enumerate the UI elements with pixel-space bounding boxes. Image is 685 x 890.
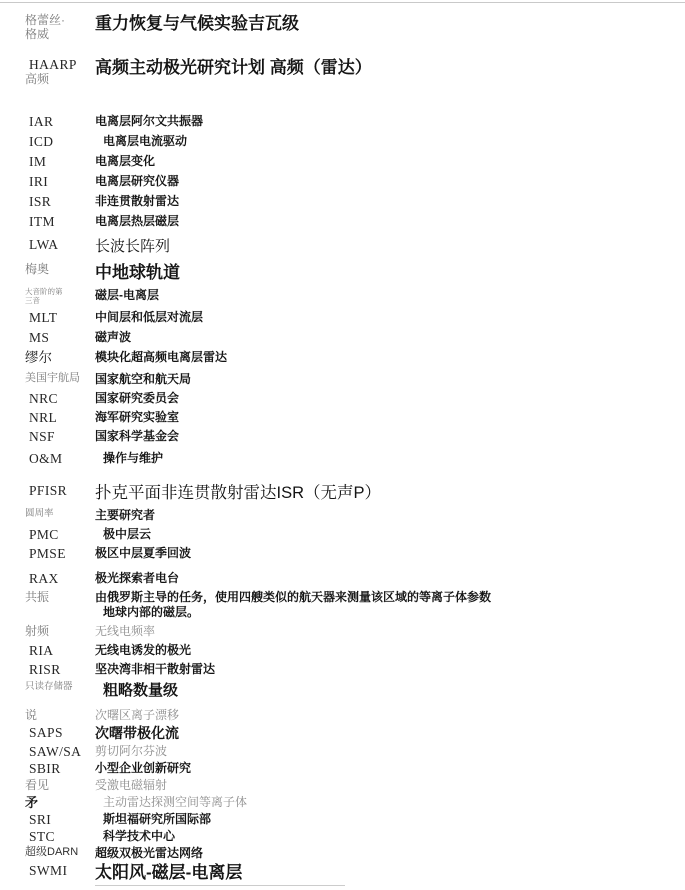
abbreviation-text: 矛 [25, 795, 39, 810]
definition [95, 778, 685, 793]
abbreviation-text: ICD [29, 134, 54, 149]
abbreviation [0, 527, 95, 542]
definition [95, 262, 685, 283]
definition-text: 长波长阵列 [95, 238, 171, 255]
abbreviation [0, 662, 95, 677]
abbreviation [0, 57, 95, 86]
definition-text: 受激电磁辐射 [95, 778, 168, 792]
glossary-row [0, 778, 685, 793]
abbreviation [0, 451, 95, 466]
abbreviation-text: ISR [29, 194, 52, 209]
definition-text: 斯坦福研究所国际部 [103, 812, 212, 826]
abbreviation-text: 高频 [25, 72, 50, 86]
abbreviation-text: STC [29, 829, 55, 844]
glossary-row [0, 829, 685, 844]
abbreviation-text: 射频 [25, 624, 50, 638]
definition-text: 国家科学基金会 [95, 429, 180, 443]
abbreviation-text: HAARP [29, 57, 77, 72]
abbreviation [0, 829, 95, 844]
abbreviation [0, 134, 95, 149]
definition-text: 由俄罗斯主导的任务，使用四艘类似的航天器来测量该区域的等离子体参数 [95, 590, 492, 604]
glossary-row [0, 643, 685, 658]
definition [95, 795, 685, 810]
definition [95, 451, 685, 466]
abbreviation-text: MLT [29, 310, 58, 325]
definition [95, 590, 685, 620]
definition [95, 624, 685, 639]
definition-text: 高频主动极光研究计划 高频（雷达） [95, 58, 372, 77]
glossary-row [0, 154, 685, 169]
definition-text: 重力恢复与气候实验吉瓦级 [95, 14, 299, 33]
abbreviation [0, 863, 95, 878]
definition-text: 无线电诱发的极光 [95, 643, 192, 657]
definition-text: 坚决湾非相干散射雷达 [95, 662, 216, 676]
glossary-row [0, 194, 685, 209]
abbreviation-text: 只读存储器 [25, 681, 73, 692]
abbreviation-text: SWMI [29, 863, 68, 878]
abbreviation [0, 288, 95, 305]
glossary-row [0, 571, 685, 586]
abbreviation-text: 三音 [25, 295, 40, 305]
abbreviation [0, 13, 95, 41]
glossary-row [0, 391, 685, 406]
definition-text: 极中层云 [103, 527, 152, 541]
definition-text: 太阳风-磁层-电离层 [95, 863, 243, 882]
definition [95, 508, 685, 523]
glossary-row [0, 708, 685, 723]
glossary-row [0, 237, 685, 256]
definition-text: 海军研究实验室 [95, 410, 180, 424]
definition [95, 134, 685, 149]
glossary-row [0, 429, 685, 444]
definition [95, 114, 685, 129]
abbreviation [0, 330, 95, 345]
abbreviation [0, 761, 95, 776]
definition [95, 372, 685, 387]
definition-text: 中间层和低层对流层 [95, 310, 204, 324]
abbreviation [0, 237, 95, 252]
abbreviation-text: NRL [29, 410, 58, 425]
glossary-row [0, 410, 685, 425]
definition-text: 电离层阿尔文共振器 [95, 114, 204, 128]
glossary-row [0, 483, 685, 504]
letter-group-p [0, 483, 685, 561]
abbreviation-text: PMSE [29, 546, 66, 561]
abbreviation [0, 350, 95, 366]
glossary-row [0, 372, 685, 387]
abbreviation [0, 391, 95, 406]
definition-text: 扑克平面非连贯散射雷达ISR（无声P） [95, 484, 382, 502]
glossary-row [0, 174, 685, 189]
letter-group-i [0, 114, 685, 229]
glossary-row [0, 795, 685, 810]
definition [95, 57, 685, 78]
abbreviation-text: 格威 [25, 27, 50, 41]
glossary-row [0, 57, 685, 86]
definition [95, 846, 685, 861]
abbreviation [0, 483, 95, 498]
abbreviation-text: 说 [25, 708, 38, 722]
abbreviation [0, 681, 95, 692]
glossary-row [0, 508, 685, 523]
glossary-row [0, 114, 685, 129]
abbreviation-text: LWA [29, 237, 59, 252]
definition-text: 电离层电流驱动 [103, 134, 188, 148]
definition-text: 地球内部的磁层。 [103, 605, 200, 619]
abbreviation [0, 410, 95, 425]
abbreviation [0, 778, 95, 792]
definition-text: 主动雷达探测空间等离子体 [103, 795, 248, 809]
glossary-row [0, 214, 685, 229]
abbreviation [0, 310, 95, 325]
abbreviation [0, 643, 95, 658]
definition [95, 410, 685, 425]
abbreviation-text: 美国宇航局 [25, 372, 80, 384]
abbreviation [0, 571, 95, 586]
definition-text: 电离层变化 [95, 154, 156, 168]
definition [95, 761, 685, 776]
abbreviation-text: MS [29, 330, 50, 345]
glossary-row [0, 330, 685, 345]
abbreviation-text: 共振 [25, 590, 50, 604]
glossary-row [0, 590, 685, 620]
glossary-row [0, 262, 685, 283]
definition [95, 546, 685, 561]
definition [95, 725, 685, 742]
glossary-row [0, 761, 685, 776]
definition [95, 214, 685, 229]
abbreviation-text: RISR [29, 662, 61, 677]
abbreviation-text: SAW/SA [29, 744, 82, 759]
definition [95, 350, 685, 365]
letter-group-m [0, 262, 685, 366]
glossary-row [0, 288, 685, 305]
letter-group-r [0, 571, 685, 700]
abbreviation-text: RAX [29, 571, 59, 586]
letter-group-g [0, 13, 685, 41]
glossary-row [0, 527, 685, 542]
definition [95, 829, 685, 844]
glossary-row [0, 13, 685, 41]
glossary-row [0, 546, 685, 561]
glossary-row [0, 812, 685, 827]
definition [95, 744, 685, 759]
abbreviation-text: 缪尔 [25, 350, 52, 365]
abbreviation-text: 大音阶的第 [25, 287, 63, 296]
definition-text: 粗略数量级 [103, 682, 179, 699]
abbreviation [0, 725, 95, 740]
definition-text: 国家研究委员会 [95, 391, 180, 405]
definition-text: 非连贯散射雷达 [95, 194, 180, 208]
abbreviation [0, 194, 95, 209]
glossary-row [0, 725, 685, 742]
definition-text: 电离层热层磁层 [95, 214, 180, 228]
definition [95, 194, 685, 209]
definition-text: 超级双极光雷达网络 [95, 846, 204, 860]
abbreviation [0, 174, 95, 189]
abbreviation [0, 154, 95, 169]
letter-group-h [0, 57, 685, 86]
definition [95, 708, 685, 723]
definition [95, 643, 685, 658]
definition [95, 681, 685, 700]
glossary-row [0, 134, 685, 149]
definition [95, 863, 345, 886]
letter-group-o [0, 451, 685, 466]
abbreviation [0, 429, 95, 444]
abbreviation [0, 508, 95, 519]
abbreviation-text: IAR [29, 114, 54, 129]
abbreviation [0, 624, 95, 638]
definition-text: 科学技术中心 [103, 829, 176, 843]
abbreviation-text: 梅奥 [25, 262, 50, 276]
definition-text: 磁层-电离层 [95, 288, 159, 302]
abbreviation-text: NRC [29, 391, 58, 406]
glossary-row [0, 681, 685, 700]
abbreviation [0, 114, 95, 129]
definition-text: 小型企业创新研究 [95, 761, 192, 775]
abbreviation-text: NSF [29, 429, 55, 444]
definition [95, 154, 685, 169]
definition-text: 剪切阿尔芬波 [95, 744, 168, 758]
definition [95, 288, 685, 303]
glossary-row [0, 350, 685, 366]
abbreviation-text: O&M [29, 451, 63, 466]
definition-text: 次曙区离子漂移 [95, 708, 180, 722]
abbreviation-text: SRI [29, 812, 52, 827]
definition-text: 模块化超高频电离层雷达 [95, 350, 228, 364]
abbreviation-text: IM [29, 154, 47, 169]
definition [95, 571, 685, 586]
letter-group-s [0, 708, 685, 886]
abbreviation-text: IRI [29, 174, 49, 189]
abbreviation-text: 格蕾丝· [25, 13, 65, 27]
abbreviation [0, 214, 95, 229]
definition-text: 次曙带极化流 [95, 725, 179, 741]
abbreviation-text: RIA [29, 643, 54, 658]
definition-text: 极光探索者电台 [95, 571, 180, 585]
glossary-row [0, 744, 685, 759]
definition [95, 310, 685, 325]
definition-text: 无线电频率 [95, 624, 156, 638]
glossary-row [0, 846, 685, 861]
definition [95, 174, 685, 189]
definition-text: 操作与维护 [103, 451, 164, 465]
abbreviation [0, 372, 95, 385]
abbreviation-text: 圆周率 [25, 508, 54, 519]
glossary-row [0, 310, 685, 325]
definition [95, 527, 685, 542]
glossary-row [0, 863, 685, 886]
definition [95, 391, 685, 406]
definition-text: 主要研究者 [95, 508, 156, 522]
definition-text: 极区中层夏季回波 [95, 546, 192, 560]
abbreviation-text: 超级DARN [25, 846, 79, 858]
letter-group-n [0, 372, 685, 444]
definition-text: 磁声波 [95, 330, 132, 344]
abbreviation-text: SBIR [29, 761, 61, 776]
glossary-row [0, 451, 685, 466]
glossary-row [0, 662, 685, 677]
definition [95, 812, 685, 827]
definition-text: 国家航空和航天局 [95, 372, 192, 386]
abbreviation-text: SAPS [29, 725, 63, 740]
definition-text: 电离层研究仪器 [95, 174, 180, 188]
abbreviation-text: PFISR [29, 483, 68, 498]
abbreviation [0, 744, 95, 759]
glossary-row [0, 624, 685, 639]
abbreviation [0, 262, 95, 276]
definition [95, 429, 685, 444]
abbreviation [0, 846, 95, 859]
abbreviation [0, 812, 95, 827]
definition [95, 483, 685, 504]
definition [95, 237, 685, 256]
abbreviation-text: PMC [29, 527, 59, 542]
abbreviation [0, 795, 95, 810]
definition [95, 330, 685, 345]
definition [95, 662, 685, 677]
top-divider [0, 2, 685, 3]
abbreviation [0, 590, 95, 604]
abbreviation [0, 546, 95, 561]
abbreviation [0, 708, 95, 722]
abbreviation-text: 看见 [25, 778, 50, 792]
definition-text: 中地球轨道 [95, 263, 180, 282]
letter-group-l [0, 237, 685, 256]
definition [95, 13, 685, 34]
abbreviation-text: ITM [29, 214, 55, 229]
